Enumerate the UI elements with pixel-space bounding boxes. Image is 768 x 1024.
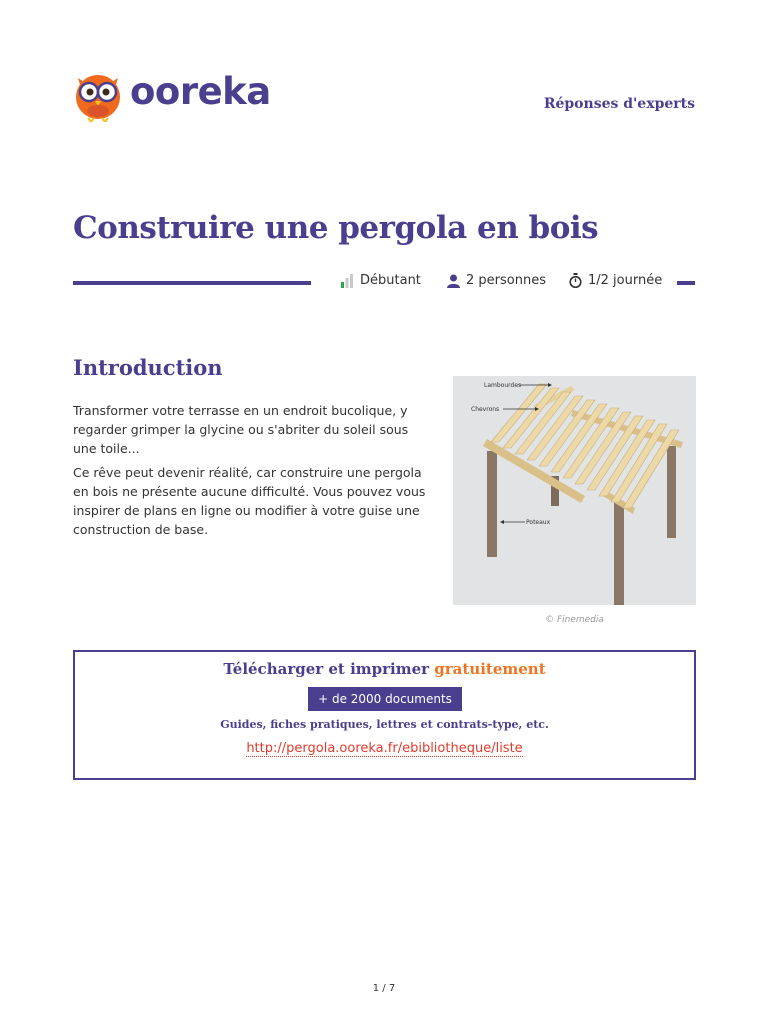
page-title: Construire une pergola en bois — [73, 210, 599, 246]
page-number: 1 / 7 — [372, 983, 396, 994]
difficulty-label: Débutant — [360, 273, 421, 288]
image-credit: © Finemedia — [545, 615, 604, 625]
download-title — [75, 660, 694, 678]
people-count — [447, 273, 546, 288]
introduction-heading: Introduction — [73, 355, 223, 380]
intro-paragraph-1: Transformer votre terrasse en un endroit bucolique, y regarder grimper la glycine ou s'abriter du soleil sous une toile... — [73, 403, 409, 456]
person-icon — [447, 274, 460, 288]
reponses-experts-link[interactable]: Réponses d'experts — [543, 96, 695, 112]
duration-label: 1/2 journée — [588, 273, 663, 288]
label-lambourdes: Lambourdes — [484, 382, 522, 389]
download-box — [73, 650, 696, 780]
duration — [569, 273, 662, 288]
logo-wordmark: ooreka — [130, 70, 271, 113]
download-title-accent: gratuitement — [434, 660, 546, 678]
difficulty-bars-icon — [340, 274, 354, 288]
stopwatch-icon — [569, 273, 582, 288]
documents-count-badge: + de 2000 documents — [308, 687, 462, 711]
people-label: 2 personnes — [466, 273, 546, 288]
intro-paragraph-2: Ce rêve peut devenir réalité, car construire une pergola en bois ne présente aucune difficulté. Vous pouvez vous inspirer de plans en ligne ou modifier à votre guise une construction de base. — [73, 465, 426, 537]
rafters — [491, 384, 679, 508]
title-underline — [73, 281, 311, 285]
owl-logo-icon — [73, 68, 123, 122]
download-subtitle: Guides, fiches pratiques, lettres et contrats-type, etc. — [220, 718, 549, 731]
pergola-drawing — [453, 376, 696, 605]
ebibliotheque-link-wrapper — [75, 741, 694, 756]
download-title-main: Télécharger et imprimer — [223, 660, 430, 678]
difficulty-level — [340, 273, 421, 288]
ooreka-logo[interactable] — [73, 68, 273, 122]
label-poteaux: Poteaux — [526, 519, 551, 526]
meta-divider — [677, 281, 695, 285]
label-chevrons: Chevrons — [471, 406, 500, 413]
pergola-illustration — [453, 376, 696, 605]
ebibliotheque-link[interactable]: http://pergola.ooreka.fr/ebibliotheque/liste — [246, 741, 523, 756]
